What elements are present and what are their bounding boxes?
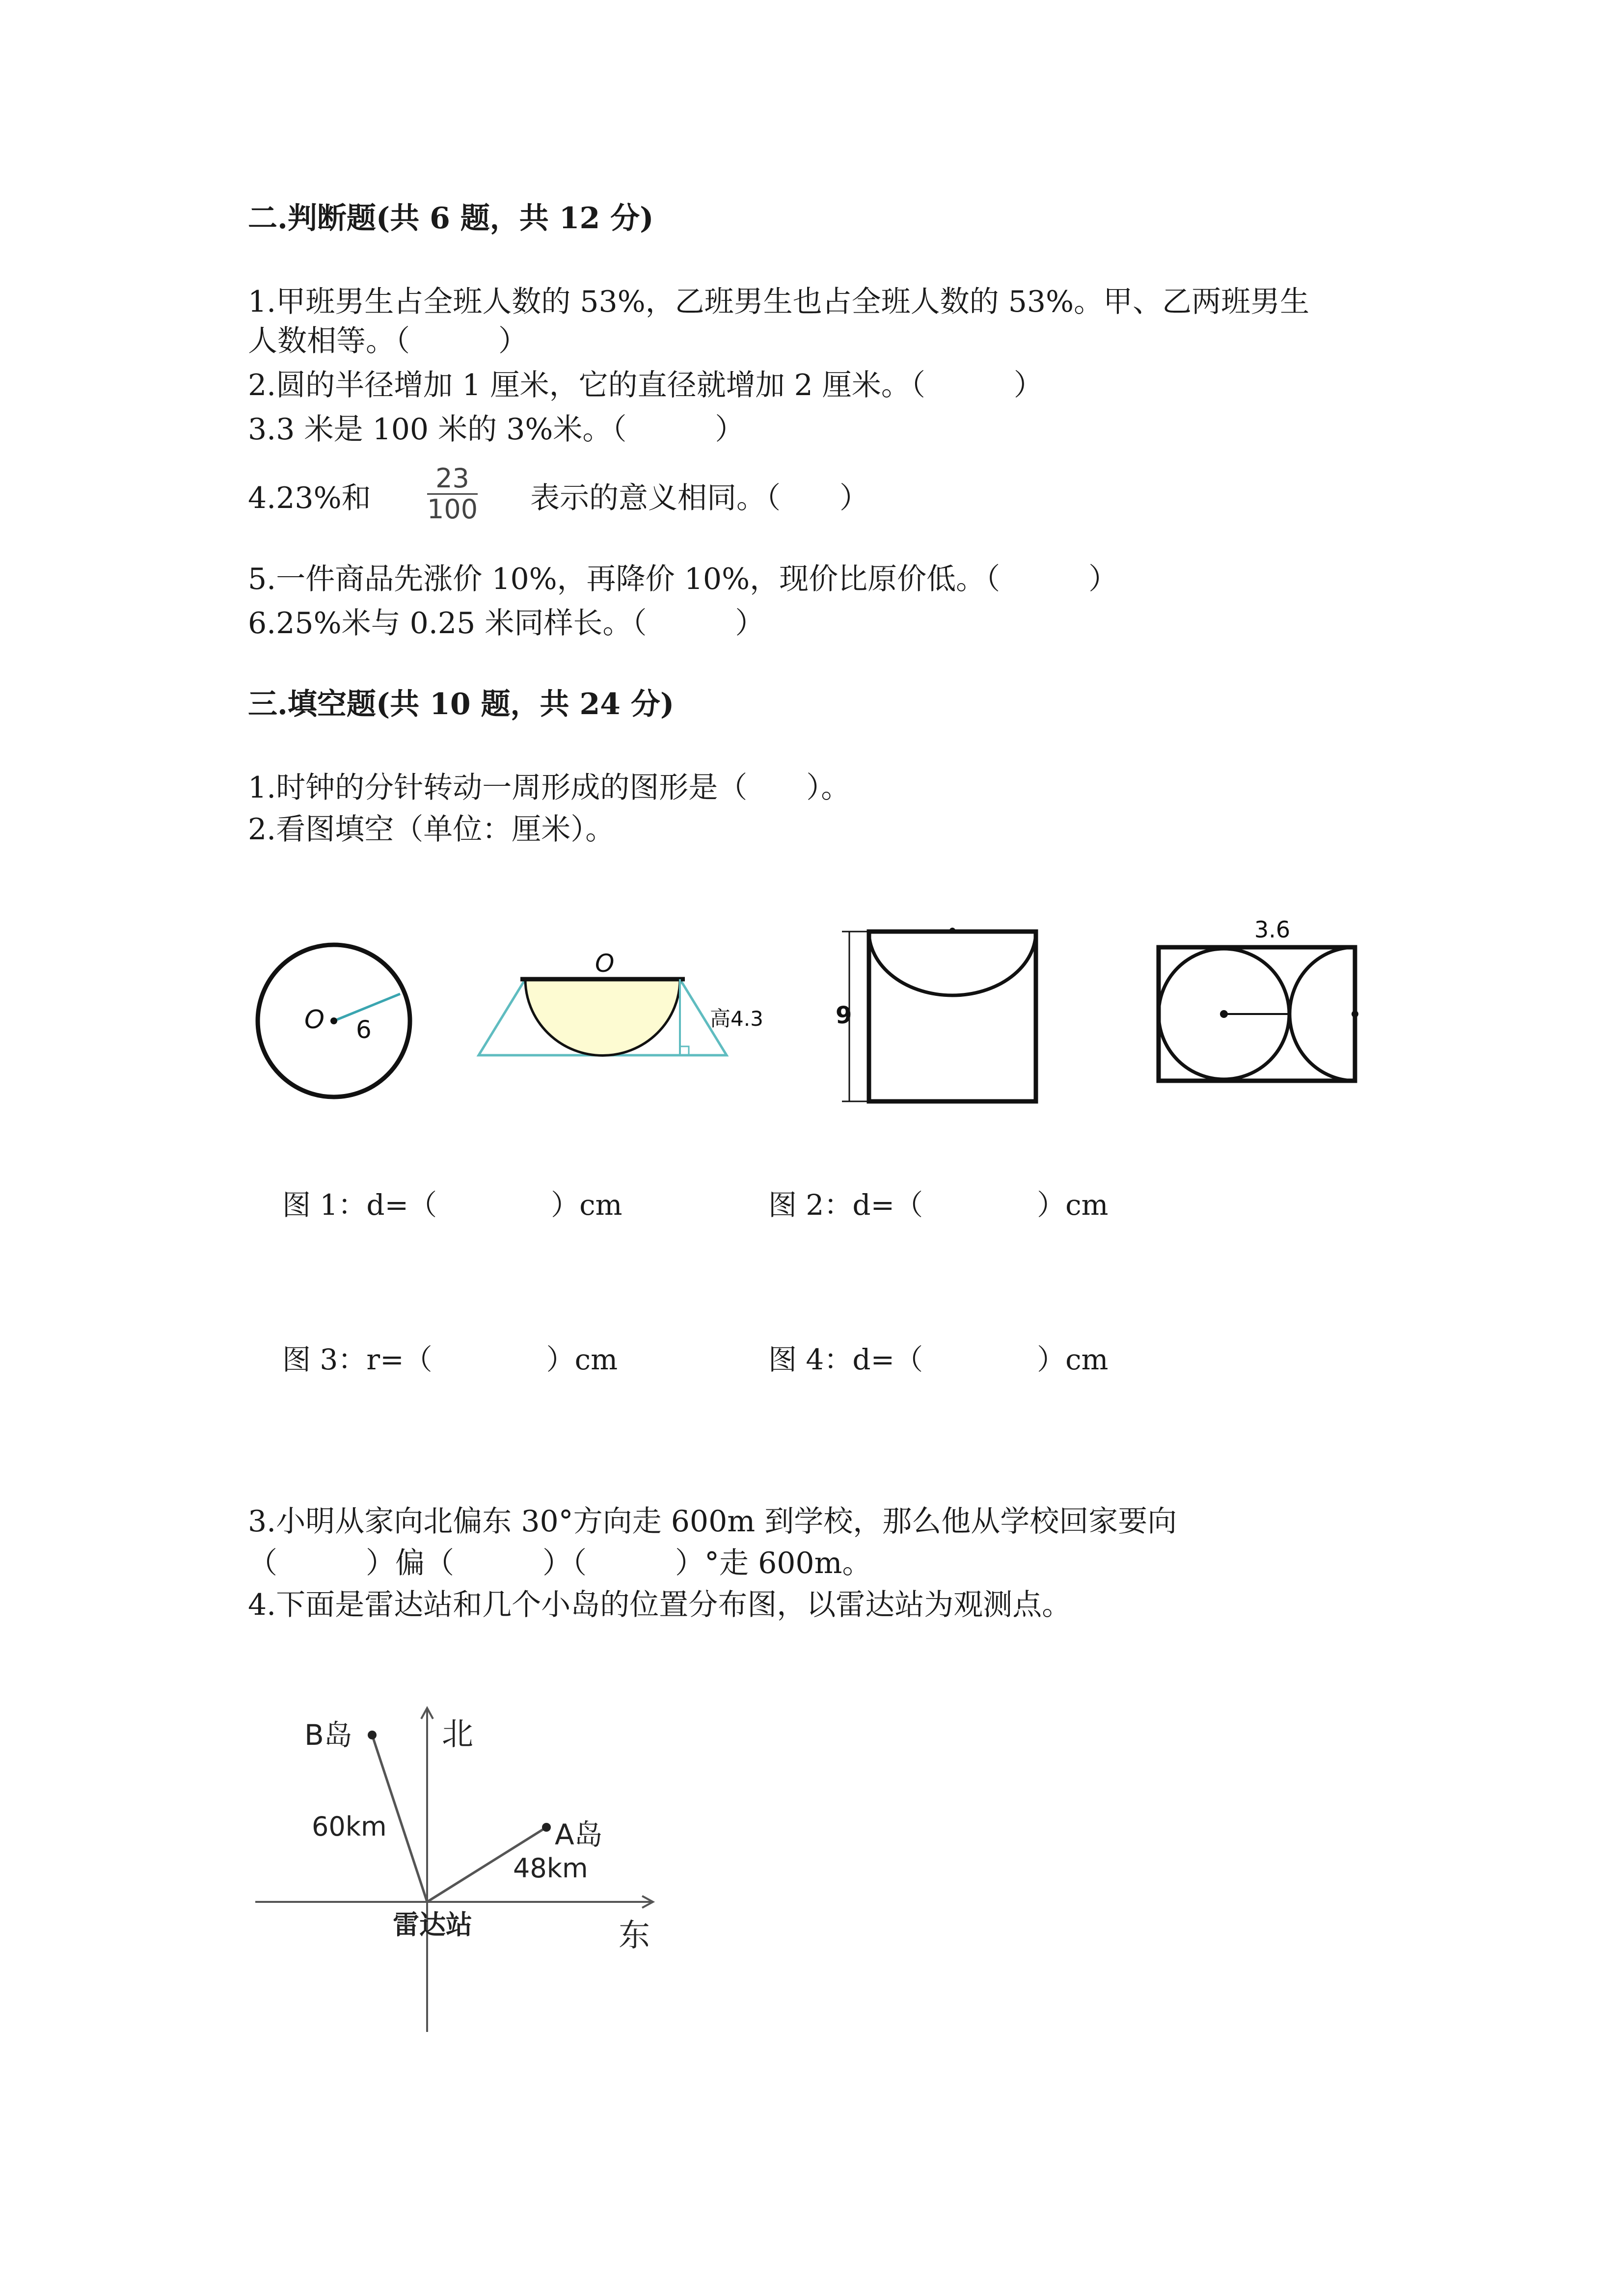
- question-3-2: 2.看图填空（单位：厘米）。: [248, 812, 615, 847]
- fraction-numerator: 23: [427, 464, 478, 495]
- b-island-label: B岛: [304, 1718, 352, 1752]
- question-3-3-line1: 3.小明从家向北偏东 30°方向走 600m 到学校，那么他从学校回家要向: [248, 1504, 1177, 1539]
- east-label: 东: [619, 1918, 650, 1954]
- question-2-1-line2: 人数相等。（ ）: [248, 324, 528, 358]
- radar-diagram: [245, 1688, 677, 2042]
- question-2-2: 2.圆的半径增加 1 厘米，它的直径就增加 2 厘米。（ ）: [248, 368, 1043, 402]
- figure-1-circle: [258, 945, 410, 1097]
- fig1-radius-label: 6: [356, 1015, 372, 1044]
- question-2-5: 5.一件商品先涨价 10%，再降价 10%，现价比原价低。（ ）: [248, 562, 1118, 596]
- figures-row: [236, 908, 1404, 1124]
- distance-a-label: 48km: [513, 1853, 588, 1884]
- question-3-3-line2: （ ）偏（ ）（ ）°走 600m。: [248, 1546, 872, 1580]
- question-3-1: 1.时钟的分针转动一周形成的图形是（ ）。: [248, 771, 851, 805]
- question-3-4: 4.下面是雷达站和几个小岛的位置分布图，以雷达站为观测点。: [248, 1588, 1072, 1622]
- a-island-label: A岛: [555, 1818, 603, 1851]
- a-island-point: [542, 1823, 551, 1832]
- distance-b-label: 60km: [312, 1811, 387, 1842]
- section2-title: 二.判断题(共 6 题，共 12 分): [248, 201, 654, 236]
- b-island-point: [368, 1731, 377, 1739]
- fig4-length-label: 3.6: [1254, 916, 1291, 943]
- radar-station-label: 雷达站: [393, 1909, 472, 1940]
- fig1-center-label: O: [304, 1005, 325, 1035]
- question-2-4-prefix: 4.23%和: [248, 481, 371, 515]
- question-2-1-line1: 1.甲班男生占全班人数的 53%，乙班男生也占全班人数的 53%。甲、乙两班男生: [248, 285, 1310, 319]
- figure-4-caption: 图 4：d=（ ）cm: [768, 1343, 1109, 1376]
- fig2-height-label: 高4.3: [710, 1007, 763, 1031]
- figure-1-caption: 图 1：d=（ ）cm: [282, 1188, 623, 1222]
- figure-2-caption: 图 2：d=（ ）cm: [768, 1188, 1109, 1222]
- figure-2-trapezoid: [479, 949, 763, 1055]
- question-2-4-suffix: 表示的意义相同。（ ）: [530, 481, 869, 515]
- figure-3-square: [836, 928, 1036, 1101]
- fig3-side-label: 9: [836, 1002, 852, 1029]
- north-label: 北: [442, 1716, 473, 1753]
- fig2-center-label: O: [595, 949, 615, 978]
- question-2-3: 3.3 米是 100 米的 3%米。（ ）: [248, 412, 745, 447]
- section3-title: 三.填空题(共 10 题，共 24 分): [248, 687, 675, 721]
- figure-4-rectangle: [1159, 916, 1358, 1081]
- fraction-23-100: [427, 464, 478, 524]
- figure-3-caption: 图 3：r=（ ）cm: [282, 1343, 618, 1376]
- fraction-denominator: 100: [427, 494, 478, 525]
- question-2-6: 6.25%米与 0.25 米同样长。（ ）: [248, 606, 765, 641]
